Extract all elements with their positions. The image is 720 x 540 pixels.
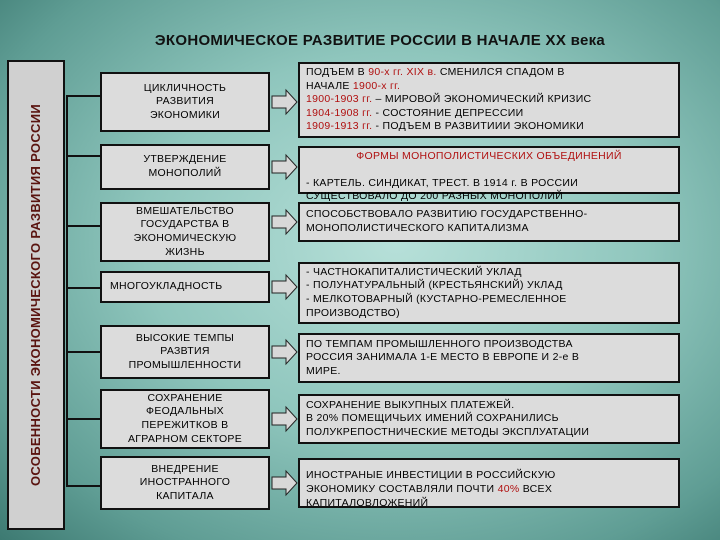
detail-box-industry-growth: [298, 333, 680, 383]
feature-box-state-intervention: [100, 202, 270, 262]
highlight-date: 1909-1913 гг.: [306, 120, 373, 133]
connector-line: [66, 287, 100, 289]
detail-text: СОХРАНЕНИЕ ВЫКУПНЫХ ПЛАТЕЖЕЙ. В 20% ПОМЕЩИЧЬИХ ИМЕНИЙ СОХРАНИЛИСЬ ПОЛУКРЕПОСТНИЧЕСКИЕ МЕТОДЫ ЭКСПЛУАТАЦИИ: [306, 398, 590, 438]
detail-text: ПОДЪЕМ В: [306, 65, 369, 78]
sidebar-label: ОСОБЕННОСТИ ЭКОНОМИЧЕСКОГО РАЗВИТИЯ РОССИИ: [27, 104, 43, 486]
feature-box-cyclicality: [100, 72, 270, 132]
feature-label: ЦИКЛИЧНОСТЬ РАЗВИТИЯ ЭКОНОМИКИ: [143, 81, 227, 121]
detail-text: - ПОДЪЕМ В РАЗВИТИИИ ЭКОНОМИКИ: [372, 120, 584, 133]
sidebar-panel: [7, 60, 65, 530]
detail-text: - КАРТЕЛЬ. СИНДИКАТ, ТРЕСТ. В 1914 г. В РОССИИ СУЩЕСТВОВАЛО ДО 200 РАЗНЫХ МОНОПОЛИЙ: [306, 176, 579, 203]
connector-line: [66, 155, 100, 157]
feature-label: МНОГОУКЛАДНОСТЬ: [110, 280, 223, 293]
connector-line: [66, 418, 100, 420]
highlight-percent: 40%: [497, 483, 520, 495]
arrow-right-icon: [270, 273, 298, 301]
feature-label: ВЫСОКИЕ ТЕМПЫ РАЗВТИЯ ПРОМЫШЛЕННОСТИ: [128, 331, 242, 371]
detail-box-multistructure: [298, 262, 680, 324]
detail-text: ПО ТЕМПАМ ПРОМЫШЛЕННОГО ПРОИЗВОДСТВА РОССИЯ ЗАНИМАЛА 1-Е МЕСТО В ЕВРОПЕ И 2-е В МИРЕ.: [306, 337, 580, 377]
arrow-right-icon: [270, 88, 298, 116]
detail-box-monopolies: [298, 146, 680, 203]
detail-text: – МИРОВОЙ ЭКОНОМИЧЕСКИЙ КРИЗИС: [372, 93, 592, 106]
connector-line: [66, 225, 100, 227]
arrow-right-icon: [270, 338, 298, 366]
feature-label: ВМЕШАТЕЛЬСТВО ГОСУДАРСТВА В ЭКОНОМИЧЕСКУЮ ЖИЗНЬ: [133, 204, 237, 258]
detail-box-foreign-capital: [298, 458, 680, 508]
feature-box-foreign-capital: [100, 456, 270, 510]
arrow-right-icon: [270, 208, 298, 236]
detail-text: ИНОСТРАНЫЕ ИНВЕСТИЦИИ В РОССИЙСКУЮ ЭКОНОМИКУ СОСТАВЛЯЛИ ПОЧТИ: [306, 469, 556, 495]
highlight-date: 1904-1908 гг.: [306, 106, 373, 119]
detail-box-state-intervention: [298, 202, 680, 242]
arrow-right-icon: [270, 469, 298, 497]
feature-label: УТВЕРЖДЕНИЕ МОНОПОЛИЙ: [143, 153, 227, 179]
feature-box-multistructure: [100, 271, 270, 303]
detail-box-feudal-remnants: [298, 394, 680, 444]
arrow-right-icon: [270, 405, 298, 433]
connector-line: [66, 351, 100, 353]
feature-label: СОХРАНЕНИЕ ФЕОДАЛЬНЫХ ПЕРЕЖИТКОВ В АГРАРНОМ СЕКТОРЕ: [127, 391, 243, 445]
detail-box-cyclicality: [298, 62, 680, 138]
detail-text: СМЕНИЛСЯ СПАДОМ В: [436, 65, 565, 78]
highlight-date: 1900-х гг.: [352, 79, 401, 92]
detail-text: - ЧАСТНОКАПИТАЛИСТИЧЕСКИЙ УКЛАД - ПОЛУНАТУРАЛЬНЫЙ (КРЕСТЬЯНСКИЙ) УКЛАД - МЕЛКОТОВАРНЫЙ (КУСТАРНО-РЕМЕСЛЕННОЕ ПРОИЗВОДСТВО): [306, 265, 567, 319]
slide-title: ЭКОНОМИЧЕСКОЕ РАЗВИТИЕ РОССИИ В НАЧАЛЕ XX века: [154, 32, 606, 49]
feature-label: ВНЕДРЕНИЕ ИНОСТРАННОГО КАПИТАЛА: [139, 462, 231, 502]
detail-text: НАЧАЛЕ: [306, 79, 353, 92]
arrow-right-icon: [270, 153, 298, 181]
detail-text: - СОСТОЯНИЕ ДЕПРЕССИИ: [372, 106, 524, 119]
detail-text: СПОСОБСТВОВАЛО РАЗВИТИЮ ГОСУДАРСТВЕННО- МОНОПОЛИСТИЧЕСКОГО КАПИТАЛИЗМА: [306, 208, 588, 234]
highlight-date: 1900-1903 гг.: [306, 93, 373, 106]
detail-text: ВСЕХ КАПИТАЛОВЛОЖЕНИЙ: [306, 483, 553, 509]
feature-box-monopolies: [100, 144, 270, 190]
feature-box-feudal-remnants: [100, 389, 270, 449]
connector-bracket: [66, 95, 100, 487]
detail-heading: ФОРМЫ МОНОПОЛИСТИЧЕСКИХ ОБЪЕДИНЕНИЙ: [356, 149, 622, 162]
highlight-date: 90-х гг. XIX в.: [368, 65, 437, 78]
feature-box-industry-growth: [100, 325, 270, 379]
